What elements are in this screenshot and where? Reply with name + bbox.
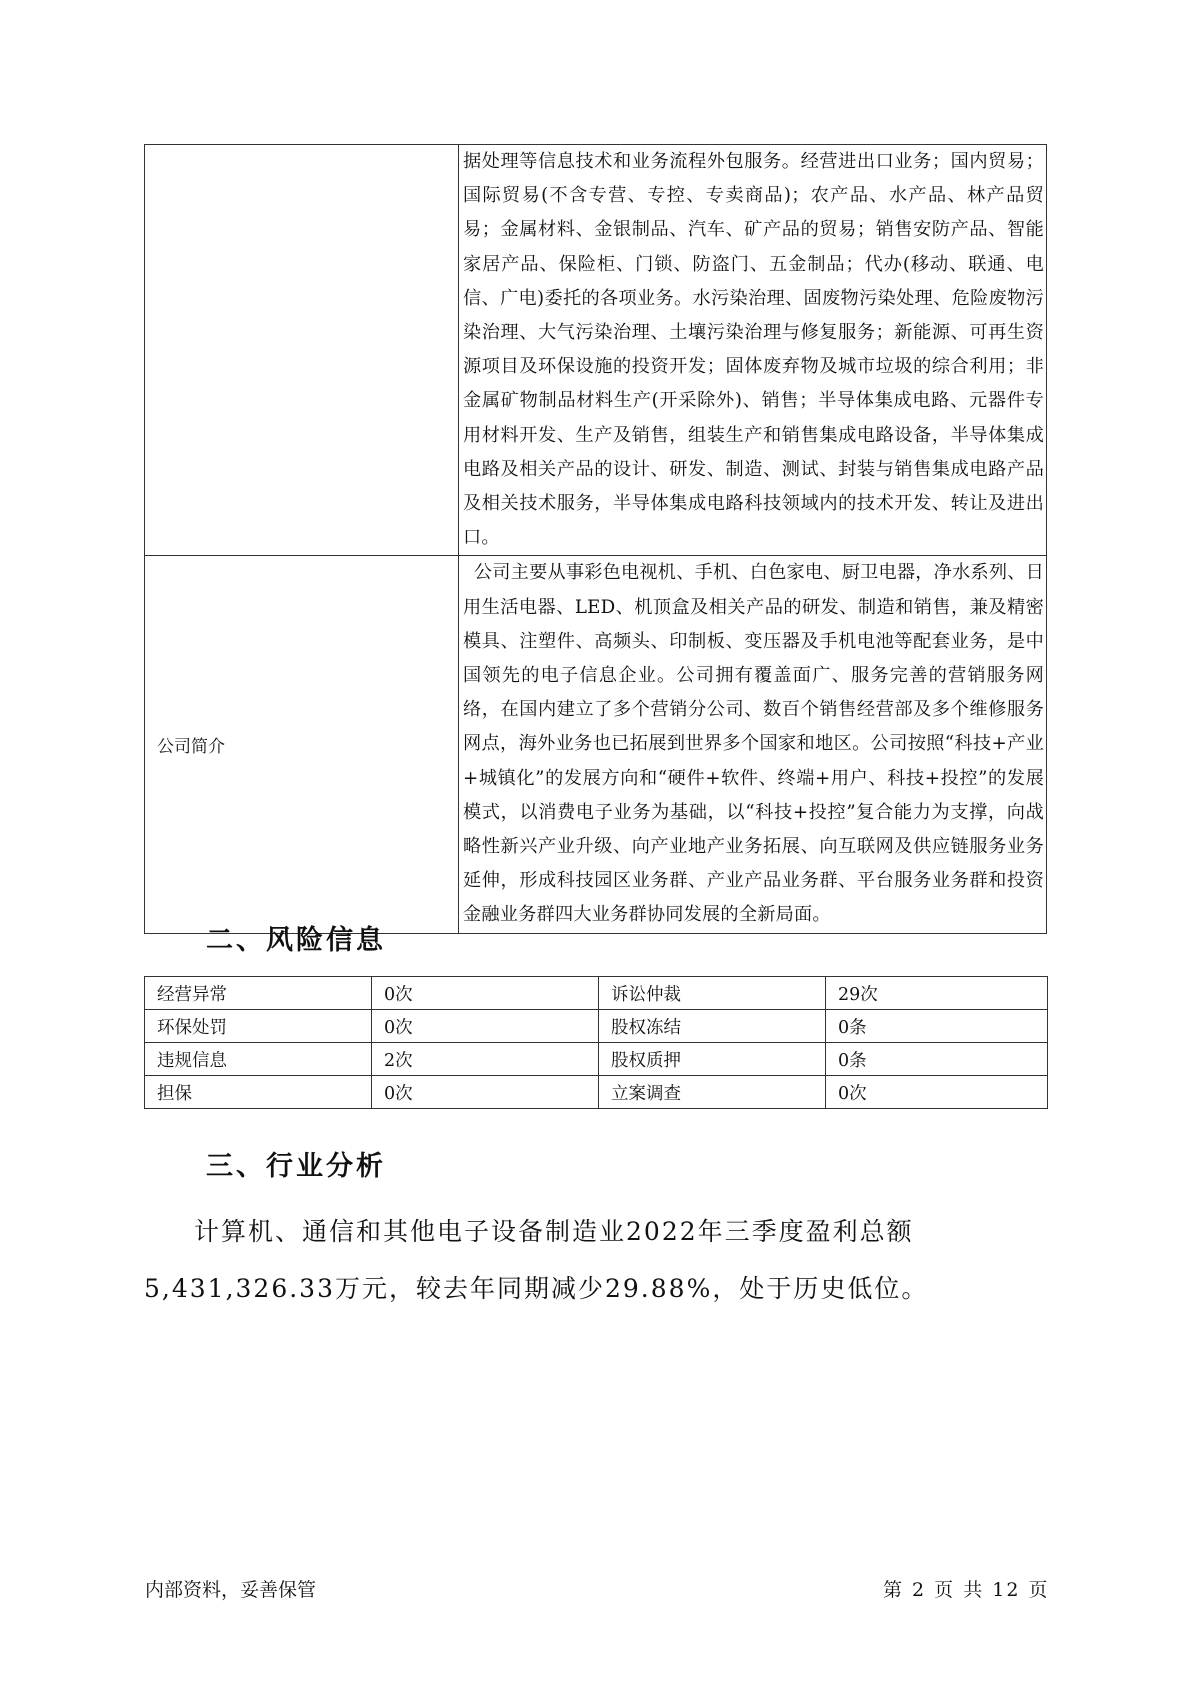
- company-info-table: [144, 144, 1047, 934]
- risk-key: 环保处罚: [145, 1010, 372, 1043]
- risk-key: 股权冻结: [599, 1010, 826, 1043]
- company-intro-text: 公司主要从事彩色电视机、手机、白色家电、厨卫电器，净水系列、日用生活电器、LED、机顶盒及相关产品的研发、制造和销售，兼及精密模具、注塑件、高频头、印制板、变压器及手机电池等配套业务，是中国领先的电子信息企业。公司拥有覆盖面广、服务完善的营销服务网络，在国内建立了多个营销分公司、数百个销售经营部及多个维修服务网点，海外业务也已拓展到世界多个国家和地区。公司按照“科技+产业+城镇化”的发展方向和“硬件+软件、终端+用户、科技+投控”的发展模式，以消费电子业务为基础，以“科技+投控”复合能力为支撑，向战略性新兴产业升级、向产业地产业务拓展、向互联网及供应链服务业务延伸，形成科技园区业务群、产业产品业务群、平台服务业务群和投资金融业务群四大业务群协同发展的全新局面。: [459, 556, 1047, 933]
- business-scope-row: [145, 145, 1047, 556]
- risk-value: 0次: [372, 1010, 599, 1043]
- company-intro-label: 公司简介: [145, 556, 459, 933]
- risk-key: 违规信息: [145, 1043, 372, 1076]
- risk-section-heading: 二、风险信息: [206, 925, 386, 956]
- risk-key: 经营异常: [145, 977, 372, 1010]
- risk-value: 2次: [372, 1043, 599, 1076]
- business-scope-text: 据处理等信息技术和业务流程外包服务。经营进出口业务；国内贸易；国际贸易(不含专营、专控、专卖商品)；农产品、水产品、林产品贸易；金属材料、金银制品、汽车、矿产品的贸易；销售安防产品、智能家居产品、保险柜、门锁、防盗门、五金制品；代办(移动、联通、电信、广电)委托的各项业务。水污染治理、固废物污染处理、危险废物污染治理、大气污染治理、土壤污染治理与修复服务；新能源、可再生资源项目及环保设施的投资开发；固体废弃物及城市垃圾的综合利用；非金属矿物制品材料生产(开采除外)、销售；半导体集成电路、元器件专用材料开发、生产及销售，组装生产和销售集成电路设备，半导体集成电路及相关产品的设计、研发、制造、测试、封装与销售集成电路产品及相关技术服务，半导体集成电路科技领域内的技术开发、转让及进出口。: [459, 145, 1047, 556]
- risk-key: 立案调查: [599, 1076, 826, 1109]
- risk-key: 股权质押: [599, 1043, 826, 1076]
- risk-value: 29次: [826, 977, 1048, 1010]
- risk-key: 担保: [145, 1076, 372, 1109]
- business-scope-label-cell: [145, 145, 459, 556]
- risk-value: 0次: [826, 1076, 1048, 1109]
- risk-value: 0条: [826, 1043, 1048, 1076]
- footer-confidential-note: 内部资料，妥善保管: [145, 1579, 317, 1601]
- risk-value: 0条: [826, 1010, 1048, 1043]
- risk-value: 0次: [372, 977, 599, 1010]
- risk-row: [145, 1043, 1048, 1076]
- risk-value: 0次: [372, 1076, 599, 1109]
- risk-key: 诉讼仲裁: [599, 977, 826, 1010]
- risk-info-table: [144, 976, 1048, 1109]
- industry-section-heading: 三、行业分析: [206, 1151, 386, 1182]
- risk-row: [145, 977, 1048, 1010]
- industry-analysis-paragraph: 计算机、通信和其他电子设备制造业2022年三季度盈利总额5,431,326.33万元，较去年同期减少29.88%，处于历史低位。: [144, 1217, 929, 1303]
- company-intro-row: [145, 556, 1047, 933]
- page-number: 第 2 页 共 12 页: [883, 1579, 1050, 1601]
- risk-row: [145, 1010, 1048, 1043]
- risk-row: [145, 1076, 1048, 1109]
